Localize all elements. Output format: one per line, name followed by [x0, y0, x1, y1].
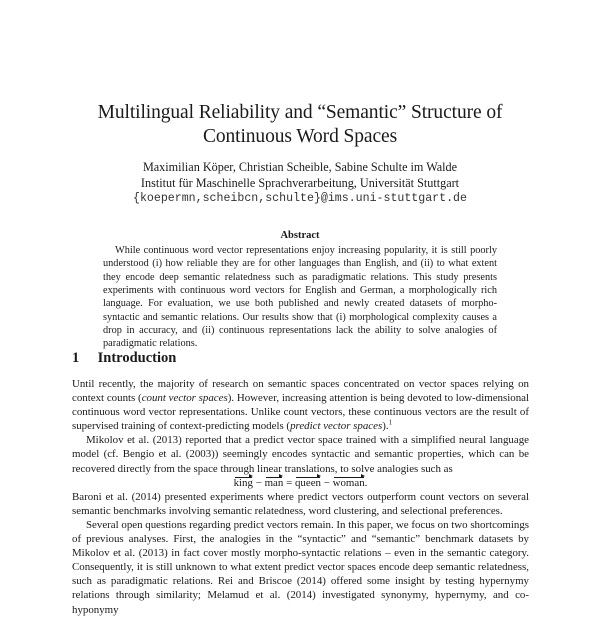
section-title: Introduction — [97, 350, 177, 366]
abstract-heading: Abstract — [280, 230, 320, 241]
abstract — [103, 244, 497, 351]
analogy-equation — [72, 476, 529, 490]
vector-king: king — [233, 476, 253, 489]
title-line-2: Continuous Word Spaces — [202, 126, 398, 147]
text-span: Until recently, the majority of research on semantic spaces concentrated on vector spaces relying on context counts ( — [72, 378, 529, 405]
section-heading — [72, 350, 176, 367]
equals-operator: = — [286, 476, 293, 489]
affiliation: Institut für Maschinelle Sprachverarbeitung, Universität Stuttgart — [140, 175, 460, 190]
paper-title — [0, 101, 600, 149]
footnote-marker[interactable]: 1 — [388, 418, 393, 427]
title-line-1: Multilingual Reliability and “Semantic” Structure of — [97, 102, 503, 123]
vector-queen: queen — [294, 476, 321, 489]
vector-man: man — [264, 476, 284, 489]
emphasis: predict vector spaces — [290, 420, 383, 433]
intro-paragraph-3: Baroni et al. (2014) presented experiments where predict vectors outperform count vectors on several semantic benchmarks involving semantic relatedness, word clustering, and selectional preferences. — [72, 490, 529, 517]
period: . — [364, 476, 368, 489]
email: {koepermn,scheibcn,schulte}@ims.uni-stuttgart.de — [133, 192, 467, 205]
intro-body — [72, 377, 529, 617]
emphasis: count vector spaces — [141, 392, 228, 405]
vector-woman: woman — [332, 476, 365, 489]
minus-operator: − — [255, 476, 262, 489]
minus-operator: − — [323, 476, 330, 489]
author-block — [0, 160, 600, 207]
text-span: ). — [382, 420, 389, 433]
authors: Maximilian Köper, Christian Scheible, Sabine Schulte im Walde — [142, 160, 458, 174]
intro-paragraph-2: Mikolov et al. (2013) reported that a predict vector space trained with a simplified neural language model (cf. Bengio et al. (2003)) seemingly encodes syntactic and semantic properties, which can be recovered directly from the space through linear translations, to solve analogies such as — [72, 434, 529, 475]
intro-paragraph-1 — [72, 377, 529, 433]
abstract-text: While continuous word vector representations enjoy increasing popularity, it is still poorly understood (i) how reliable they are for other languages than English, and (ii) to what extent they encode deep semantic relatedness such as paradigmatic relations. This study presents experiments with continuous word vectors for English and German, a morphologically rich language. For evaluation, we use both published and newly created datasets of morpho-syntactic and semantic relations. Our results show that (i) morphological complexity causes a drop in accuracy, and (ii) continuous representations lack the ability to solve analogies of paradigmatic relations. — [103, 245, 497, 350]
intro-paragraph-4: Several open questions regarding predict vectors remain. In this paper, we focus on two shortcomings of previous analyses. First, the analogies in the “syntactic” and “semantic” benchmark datasets by Mikolov et al. (2013) in fact cover mostly morpho-syntactic relations – even in the semantic category. Consequently, it is still unknown to what extent predict vector spaces encode deep semantic relatedness, such as paradigmatic relations. Rei and Briscoe (2014) offered some insight by testing hypernymy relations through similarity; Melamud et al. (2014) investigated synonymy, hypernymy, and co-hyponymy — [72, 518, 529, 616]
section-number: 1 — [72, 350, 80, 366]
text-span: ). However, increasing attention is being devoted to low-dimensional continuous word vector representations. Unlike count vectors, these continuous vectors are the result of supervised training of context-predicting models ( — [72, 392, 529, 433]
